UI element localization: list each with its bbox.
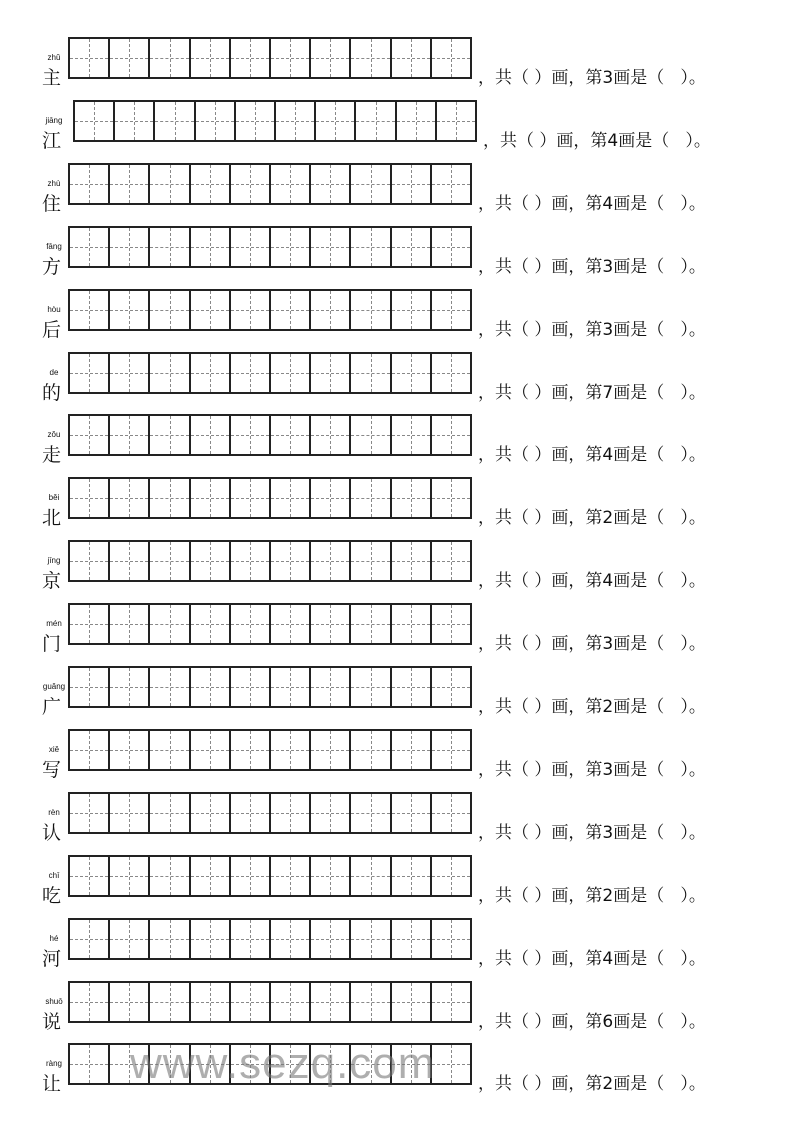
hanzi-character: 说 [42,1010,62,1033]
writing-cell[interactable] [150,794,190,832]
writing-cell[interactable] [276,102,316,140]
writing-cell[interactable] [392,920,432,958]
writing-cell[interactable] [351,668,391,706]
writing-cell[interactable] [110,605,150,643]
character-row [0,666,800,726]
pinyin: mén [46,619,62,629]
writing-cell[interactable] [75,102,115,140]
writing-cell[interactable] [150,920,190,958]
writing-cell[interactable] [432,542,470,580]
writing-cell[interactable] [392,983,432,1021]
writing-cell[interactable] [150,165,190,203]
tianzige-grid [68,729,472,771]
character-row [0,981,800,1041]
stroke-question: ，共（ ）画，第3画是（ ）。 [478,759,706,780]
hanzi-character: 后 [42,318,62,341]
hanzi-character: 广 [42,696,62,718]
hanzi-character: 吃 [42,884,62,907]
pinyin: hé [49,933,59,943]
stroke-question: ，共（ ）画，第4画是（ ）。 [478,445,706,466]
writing-cell[interactable] [351,857,391,895]
writing-cell[interactable] [311,731,351,769]
writing-cell[interactable] [351,291,391,329]
writing-cell[interactable] [271,920,311,958]
hanzi-character: 的 [42,381,62,404]
writing-cell[interactable] [155,102,195,140]
writing-cell[interactable] [351,794,391,832]
writing-cell[interactable] [110,354,150,392]
writing-cell[interactable] [70,39,110,77]
pinyin: rèn [48,807,60,817]
pinyin: hòu [47,304,61,314]
tianzige-grid [68,792,472,834]
stroke-question: ，共（ ）画，第3画是（ ）。 [478,256,706,277]
writing-cell[interactable] [432,354,470,392]
stroke-question: ，共（ ）画，第2画是（ ）。 [478,697,706,717]
writing-cell[interactable] [271,165,311,203]
pinyin: zǒu [47,430,61,440]
writing-cell[interactable] [110,668,150,706]
writing-cell[interactable] [271,416,311,454]
stroke-question: ，共（ ）画，第4画是（ ）。 [478,948,706,969]
writing-cell[interactable] [316,102,356,140]
writing-cell[interactable] [70,857,110,895]
character-row [0,792,800,852]
writing-cell[interactable] [432,668,470,706]
hanzi-character: 住 [42,192,62,215]
writing-cell[interactable] [271,228,311,266]
writing-cell[interactable] [191,605,231,643]
writing-cell[interactable] [432,731,470,769]
writing-cell[interactable] [231,354,271,392]
writing-cell[interactable] [432,1045,470,1083]
hanzi-character: 河 [42,947,62,970]
writing-cell[interactable] [271,39,311,77]
writing-cell[interactable] [70,542,110,580]
writing-cell[interactable] [110,794,150,832]
writing-cell[interactable] [271,857,311,895]
character-row [0,289,800,349]
writing-cell[interactable] [311,668,351,706]
tianzige-grid [68,540,472,582]
writing-cell[interactable] [191,228,231,266]
writing-cell[interactable] [271,479,311,517]
tianzige-grid [68,37,472,79]
hanzi-character: 主 [42,67,62,89]
writing-cell[interactable] [150,605,190,643]
writing-cell[interactable] [271,542,311,580]
hanzi-character: 让 [42,1073,62,1096]
writing-cell[interactable] [351,542,391,580]
writing-cell[interactable] [271,668,311,706]
writing-cell[interactable] [231,857,271,895]
writing-cell[interactable] [311,605,351,643]
character-row [0,603,800,663]
writing-cell[interactable] [432,228,470,266]
writing-cell[interactable] [110,165,150,203]
writing-cell[interactable] [311,920,351,958]
writing-cell[interactable] [311,39,351,77]
character-row [0,729,800,789]
writing-cell[interactable] [351,39,391,77]
writing-cell[interactable] [351,983,391,1021]
pinyin: zhù [47,178,61,188]
writing-cell[interactable] [191,983,231,1021]
pinyin: xiě [48,744,60,754]
tianzige-grid [68,603,472,645]
writing-cell[interactable] [432,165,470,203]
writing-cell[interactable] [191,354,231,392]
writing-cell[interactable] [191,165,231,203]
writing-cell[interactable] [110,920,150,958]
stroke-question: ，共（ ）画，第3画是（ ）。 [478,822,706,843]
writing-cell[interactable] [231,416,271,454]
writing-cell[interactable] [150,542,190,580]
writing-cell[interactable] [271,291,311,329]
stroke-question: ，共（ ）画，第3画是（ ）。 [478,68,706,88]
writing-cell[interactable] [432,857,470,895]
writing-cell[interactable] [231,668,271,706]
writing-cell[interactable] [70,668,110,706]
writing-cell[interactable] [231,794,271,832]
writing-cell[interactable] [150,479,190,517]
writing-cell[interactable] [70,479,110,517]
writing-cell[interactable] [432,983,470,1021]
character-row [0,855,800,915]
writing-cell[interactable] [392,228,432,266]
writing-cell[interactable] [392,416,432,454]
pinyin: jīng [47,556,61,566]
writing-cell[interactable] [70,731,110,769]
writing-cell[interactable] [110,39,150,77]
hanzi-character: 江 [42,129,62,152]
writing-cell[interactable] [150,668,190,706]
writing-cell[interactable] [432,291,470,329]
writing-cell[interactable] [392,542,432,580]
writing-cell[interactable] [311,165,351,203]
writing-cell[interactable] [392,165,432,203]
writing-cell[interactable] [311,416,351,454]
writing-cell[interactable] [70,1045,110,1083]
writing-cell[interactable] [70,605,110,643]
hanzi-character: 门 [42,633,62,656]
writing-cell[interactable] [110,731,150,769]
writing-cell[interactable] [392,668,432,706]
character-row [0,226,800,286]
writing-cell[interactable] [311,291,351,329]
writing-cell[interactable] [351,416,391,454]
writing-cell[interactable] [311,857,351,895]
writing-cell[interactable] [191,794,231,832]
writing-cell[interactable] [271,731,311,769]
character-row [0,352,800,412]
writing-cell[interactable] [392,291,432,329]
writing-cell[interactable] [392,731,432,769]
stroke-question: ，共（ ）画，第6画是（ ）。 [478,1011,706,1032]
hanzi-character: 京 [42,570,62,593]
stroke-question: ，共（ ）画，第2画是（ ）。 [478,885,706,906]
writing-cell[interactable] [351,731,391,769]
writing-cell[interactable] [432,479,470,517]
writing-cell[interactable] [271,354,311,392]
writing-cell[interactable] [150,416,190,454]
writing-cell[interactable] [191,291,231,329]
writing-cell[interactable] [351,354,391,392]
stroke-question: ，共（ ）画，第3画是（ ）。 [478,319,706,340]
writing-cell[interactable] [110,291,150,329]
writing-cell[interactable] [150,291,190,329]
writing-cell[interactable] [70,228,110,266]
tianzige-grid [68,666,472,708]
tianzige-grid [68,477,472,519]
writing-cell[interactable] [311,228,351,266]
tianzige-grid [68,918,472,960]
writing-cell[interactable] [351,605,391,643]
writing-cell[interactable] [392,39,432,77]
writing-cell[interactable] [150,228,190,266]
writing-cell[interactable] [70,794,110,832]
writing-cell[interactable] [392,794,432,832]
writing-cell[interactable] [110,228,150,266]
writing-cell[interactable] [392,605,432,643]
character-row [0,918,800,978]
pinyin: ràng [45,1059,62,1069]
writing-cell[interactable] [432,794,470,832]
writing-cell[interactable] [351,479,391,517]
writing-cell[interactable] [236,102,276,140]
writing-cell[interactable] [432,39,470,77]
writing-cell[interactable] [437,102,475,140]
pinyin: zhǔ [47,53,61,62]
writing-cell[interactable] [231,983,271,1021]
hanzi-character: 走 [42,444,62,467]
tianzige-grid [68,226,472,268]
writing-cell[interactable] [351,920,391,958]
writing-cell[interactable] [110,857,150,895]
pinyin: de [49,367,59,377]
writing-cell[interactable] [70,354,110,392]
writing-cell[interactable] [271,983,311,1021]
writing-cell[interactable] [311,354,351,392]
hanzi-character: 北 [42,507,62,530]
writing-cell[interactable] [115,102,155,140]
writing-cell[interactable] [70,291,110,329]
stroke-question: ，共（ ）画，第3画是（ ）。 [478,634,706,655]
tianzige-grid [68,289,472,331]
writing-cell[interactable] [311,983,351,1021]
character-row [0,477,800,537]
tianzige-grid [68,163,472,205]
tianzige-grid [73,100,477,142]
writing-cell[interactable] [432,605,470,643]
writing-cell[interactable] [351,228,391,266]
stroke-question: ，共（ ）画，第7画是（ ）。 [478,382,706,403]
hanzi-character: 认 [42,821,62,844]
writing-cell[interactable] [70,165,110,203]
writing-cell[interactable] [70,416,110,454]
writing-cell[interactable] [231,605,271,643]
pinyin: chī [48,870,60,880]
writing-cell[interactable] [271,794,311,832]
writing-cell[interactable] [110,542,150,580]
stroke-question: ，共（ ）画，第2画是（ ）。 [478,508,706,529]
writing-cell[interactable] [110,983,150,1021]
tianzige-grid [68,352,472,394]
writing-cell[interactable] [150,39,190,77]
writing-cell[interactable] [356,102,396,140]
writing-cell[interactable] [70,983,110,1021]
pinyin: guǎng [42,682,66,691]
writing-cell[interactable] [231,39,271,77]
writing-cell[interactable] [191,668,231,706]
writing-cell[interactable] [397,102,437,140]
writing-cell[interactable] [311,479,351,517]
writing-cell[interactable] [196,102,236,140]
writing-cell[interactable] [110,479,150,517]
stroke-question: ，共（ ）画，第2画是（ ）。 [478,1074,706,1095]
writing-cell[interactable] [231,228,271,266]
stroke-question: ，共（ ）画，第4画是（ ）。 [483,130,711,151]
writing-cell[interactable] [231,479,271,517]
tianzige-grid [68,981,472,1023]
character-row [0,540,800,600]
writing-cell[interactable] [311,794,351,832]
pinyin: fāng [46,241,62,251]
pinyin: běi [48,493,60,503]
writing-cell[interactable] [191,416,231,454]
writing-cell[interactable] [231,165,271,203]
writing-cell[interactable] [271,605,311,643]
writing-cell[interactable] [191,857,231,895]
character-row [0,37,800,97]
pinyin: jiāng [45,115,63,125]
writing-cell[interactable] [191,39,231,77]
writing-cell[interactable] [392,354,432,392]
tianzige-grid [68,414,472,456]
pinyin: shuō [45,996,63,1006]
watermark: www.sezq.com [130,1039,436,1088]
writing-cell[interactable] [150,983,190,1021]
writing-cell[interactable] [150,731,190,769]
hanzi-character: 方 [42,255,62,278]
writing-cell[interactable] [351,165,391,203]
writing-cell[interactable] [191,920,231,958]
writing-cell[interactable] [231,542,271,580]
writing-cell[interactable] [231,920,271,958]
writing-cell[interactable] [191,479,231,517]
writing-cell[interactable] [110,416,150,454]
stroke-question: ，共（ ）画，第4画是（ ）。 [478,571,706,592]
character-row [0,100,800,160]
writing-cell[interactable] [70,920,110,958]
tianzige-grid [68,855,472,897]
writing-cell[interactable] [311,542,351,580]
writing-cell[interactable] [392,857,432,895]
writing-cell[interactable] [392,479,432,517]
hanzi-character: 写 [42,758,62,781]
character-row [0,163,800,223]
writing-cell[interactable] [191,731,231,769]
writing-cell[interactable] [231,731,271,769]
writing-cell[interactable] [150,354,190,392]
stroke-question: ，共（ ）画，第4画是（ ）。 [478,193,706,214]
character-row [0,414,800,474]
writing-cell[interactable] [432,920,470,958]
writing-cell[interactable] [231,291,271,329]
writing-cell[interactable] [191,542,231,580]
writing-cell[interactable] [432,416,470,454]
writing-cell[interactable] [150,857,190,895]
